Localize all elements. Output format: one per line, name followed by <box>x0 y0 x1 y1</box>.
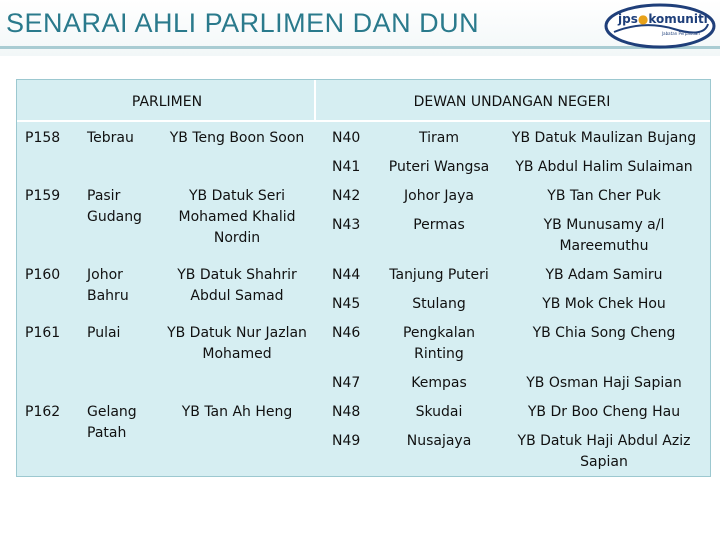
parlimen-code: P158 <box>25 130 61 146</box>
dun-area: Kempas <box>411 375 467 391</box>
dun-code: N40 <box>332 130 361 146</box>
dun-area: Johor Jaya <box>404 188 474 204</box>
dun-area: Nusajaya <box>406 433 472 449</box>
dun-member: YB Datuk Haji Abdul Aziz Sapian <box>517 433 691 470</box>
dun-code: N49 <box>332 433 361 449</box>
dun-code: N43 <box>332 217 361 233</box>
dun-code: N42 <box>332 188 361 204</box>
dun-member: YB Datuk Maulizan Bujang <box>511 130 697 146</box>
dun-area: Pengkalan Rinting <box>402 325 476 362</box>
dun-code: N41 <box>332 159 361 175</box>
parlimen-area: Pasir Gudang <box>87 188 142 225</box>
parlimen-code: P160 <box>25 267 61 283</box>
dun-area: Stulang <box>412 296 466 312</box>
dun-member: YB Dr Boo Cheng Hau <box>527 404 681 420</box>
header-rule <box>17 120 710 122</box>
dun-area: Tiram <box>419 130 459 146</box>
page-title: SENARAI AHLI PARLIMEN DAN DUN <box>6 8 480 38</box>
members-table <box>16 79 711 477</box>
svg-text:jps●komuniti: jps●komuniti <box>618 12 708 26</box>
dun-code: N48 <box>332 404 361 420</box>
dun-code: N45 <box>332 296 361 312</box>
dun-member: YB Osman Haji Sapian <box>526 375 682 391</box>
header-dun: DEWAN UNDANGAN NEGERI <box>413 94 611 110</box>
dun-member: YB Munusamy a/l Mareemuthu <box>543 217 665 254</box>
dun-member: YB Chia Song Cheng <box>532 325 676 341</box>
header-parlimen: PARLIMEN <box>131 94 203 110</box>
parlimen-member: YB Datuk Nur Jazlan Mohamed <box>167 325 307 362</box>
logo-tagline: Jabatan Perpaduan <box>662 31 700 36</box>
parlimen-code: P159 <box>25 188 61 204</box>
dun-area: Skudai <box>415 404 463 420</box>
parlimen-member: YB Datuk Shahrir Abdul Samad <box>177 267 297 304</box>
parlimen-code: P161 <box>25 325 61 341</box>
parlimen-area: Tebrau <box>87 130 134 146</box>
logo-brand-right: komuniti <box>648 12 708 26</box>
parlimen-member: YB Datuk Seri Mohamed Khalid Nordin <box>178 188 296 246</box>
dun-area: Tanjung Puteri <box>389 267 489 283</box>
logo-brand-left: jps <box>618 12 638 26</box>
parlimen-area: Gelang Patah <box>87 404 137 441</box>
dun-code: N44 <box>332 267 361 283</box>
jpskomuniti-logo <box>604 2 716 50</box>
dun-member: YB Abdul Halim Sulaiman <box>515 159 693 175</box>
dun-member: YB Mok Chek Hou <box>542 296 666 312</box>
dun-area: Permas <box>413 217 465 233</box>
dun-member: YB Adam Samiru <box>545 267 663 283</box>
dun-member: YB Tan Cher Puk <box>547 188 661 204</box>
parlimen-area: Johor Bahru <box>87 267 129 304</box>
dun-code: N47 <box>332 375 361 391</box>
header-divider <box>314 80 316 120</box>
parlimen-member: YB Teng Boon Soon <box>169 130 305 146</box>
dun-area: Puteri Wangsa <box>388 159 490 175</box>
parlimen-member: YB Tan Ah Heng <box>181 404 293 420</box>
parlimen-area: Pulai <box>87 325 121 341</box>
dun-code: N46 <box>332 325 361 341</box>
parlimen-code: P162 <box>25 404 61 420</box>
